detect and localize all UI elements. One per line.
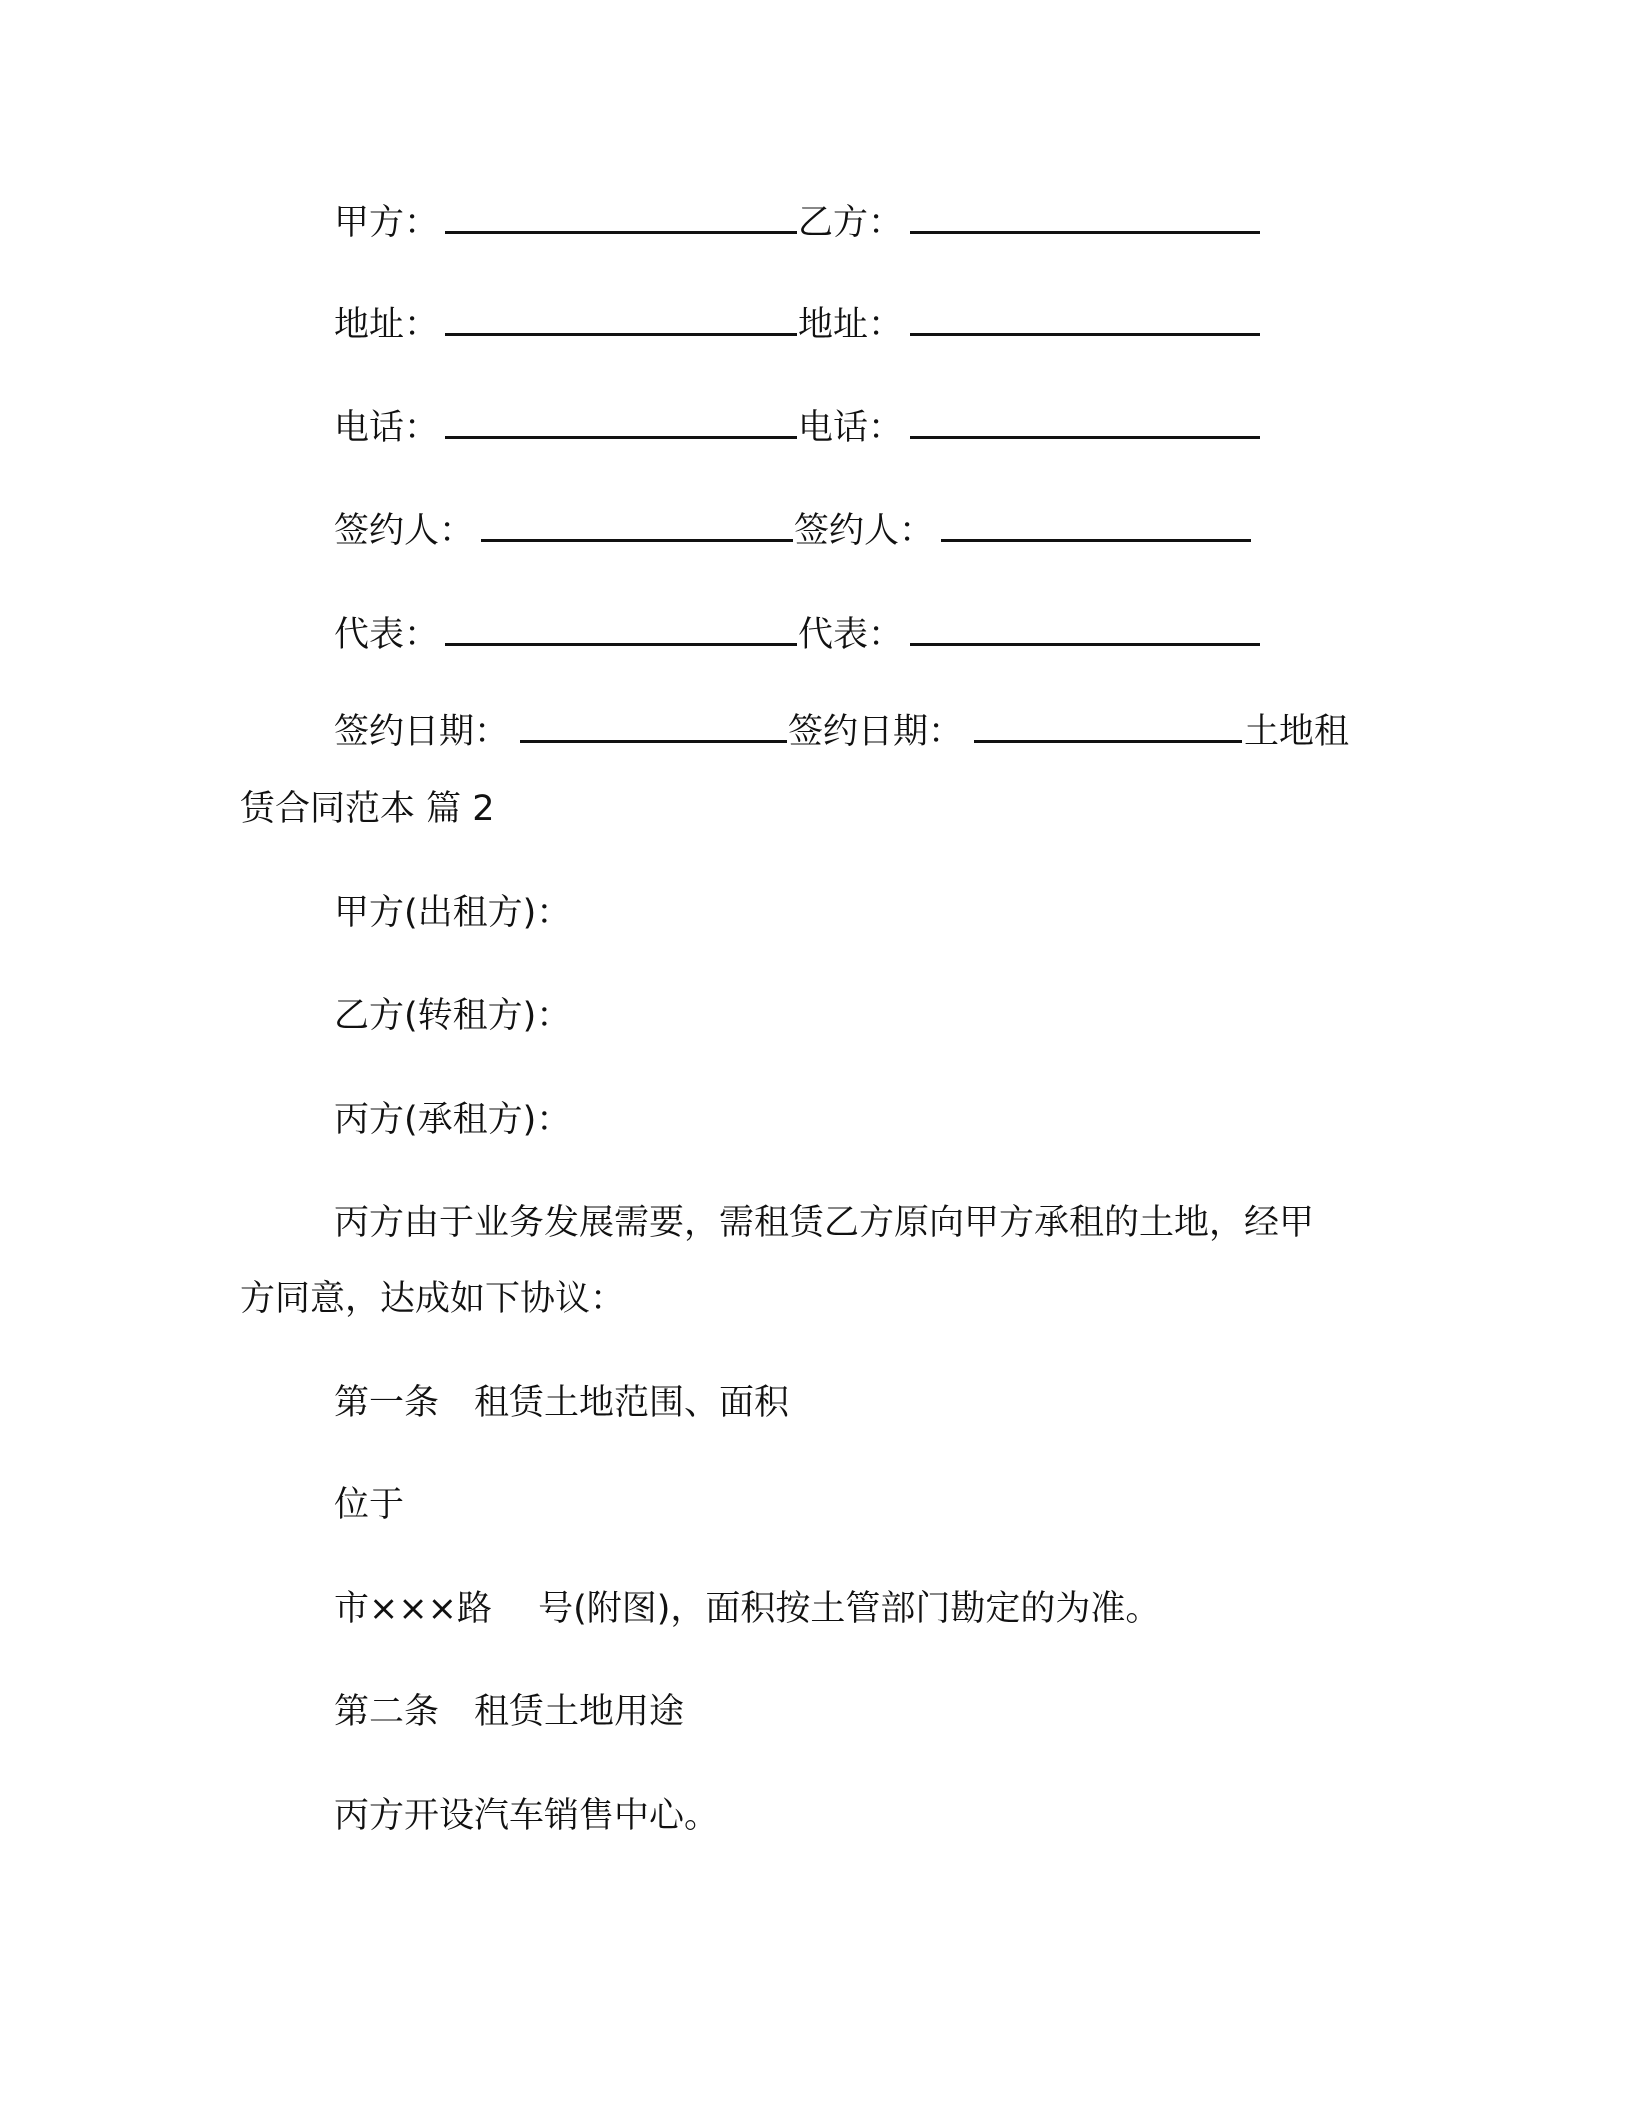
article-1-line-2: 市×××路 号(附图)，面积按土管部门勘定的为准。 xyxy=(334,1589,1161,1629)
blank-line xyxy=(941,509,1251,542)
article-2-body: 丙方开设汽车销售中心。 xyxy=(334,1796,720,1836)
article-1-line-1: 位于 xyxy=(334,1485,405,1525)
label-date-a: 签约日期： xyxy=(334,712,510,752)
party-sublessor: 乙方(转租方)： xyxy=(334,996,572,1036)
label-signatory-a: 签约人： xyxy=(334,511,475,551)
blank-line xyxy=(445,201,797,234)
label-signatory-b: 签约人： xyxy=(794,511,935,551)
blank-line xyxy=(910,613,1260,646)
article-1-title: 第一条 租赁土地范围、面积 xyxy=(334,1383,790,1423)
label-address-b: 地址： xyxy=(798,305,904,345)
party-lessor: 甲方(出租方)： xyxy=(334,893,572,933)
label-phone-a: 电话： xyxy=(334,408,440,448)
intro-line-1: 丙方由于业务发展需要，需租赁乙方原向甲方承租的土地，经甲 xyxy=(334,1203,1315,1243)
label-representative-b: 代表： xyxy=(798,615,904,655)
blank-line xyxy=(445,613,797,646)
article-2-title: 第二条 租赁土地用途 xyxy=(334,1692,685,1732)
label-party-a: 甲方： xyxy=(334,203,440,243)
party-lessee: 丙方(承租方)： xyxy=(334,1100,572,1140)
section-title: 赁合同范本 篇 2 xyxy=(240,789,495,829)
blank-line xyxy=(481,509,793,542)
blank-line xyxy=(445,406,797,439)
blank-line xyxy=(520,710,787,743)
blank-line xyxy=(910,406,1260,439)
label-representative-a: 代表： xyxy=(334,615,440,655)
label-date-b: 签约日期： xyxy=(788,712,964,752)
blank-line xyxy=(910,303,1260,336)
label-party-b: 乙方： xyxy=(798,203,904,243)
blank-line xyxy=(974,710,1242,743)
intro-line-2: 方同意，达成如下协议： xyxy=(240,1279,626,1319)
section-title-start: 土地租 xyxy=(1244,712,1350,752)
label-address-a: 地址： xyxy=(334,305,440,345)
blank-line xyxy=(910,201,1260,234)
label-phone-b: 电话： xyxy=(798,408,904,448)
blank-line xyxy=(445,303,797,336)
